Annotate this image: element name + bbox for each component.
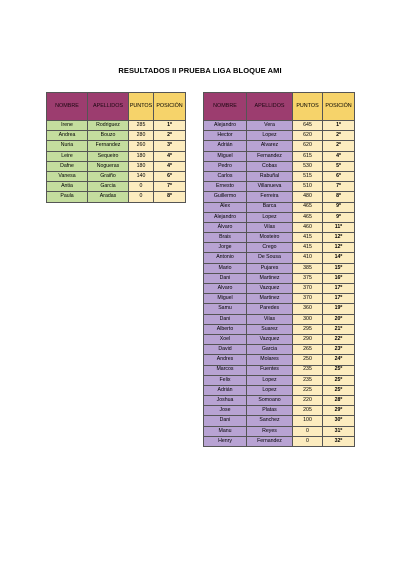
cell-puntos: 180 [129, 161, 154, 171]
header-apellidos: APELLIDOS [247, 93, 293, 121]
table-row [47, 171, 186, 181]
cell-nombre: Dani [204, 273, 247, 283]
cell-puntos: 515 [293, 171, 323, 181]
cell-puntos: 370 [293, 294, 323, 304]
table-row [204, 253, 355, 263]
header-row [47, 93, 186, 121]
table-row [47, 192, 186, 202]
cell-posicion: 1º [323, 121, 355, 131]
cell-puntos: 140 [129, 171, 154, 181]
cell-posicion: 7º [323, 182, 355, 192]
cell-puntos: 375 [293, 273, 323, 283]
cell-puntos: 295 [293, 324, 323, 334]
cell-apellidos: Somoano [247, 396, 293, 406]
boys-results-table [203, 92, 355, 447]
cell-posicion: 2º [154, 131, 186, 141]
cell-nombre: Manu [204, 426, 247, 436]
table-row [204, 222, 355, 232]
cell-nombre: Dani [204, 314, 247, 324]
cell-apellidos: Vazquez [247, 284, 293, 294]
cell-nombre: Antia [47, 182, 88, 192]
cell-puntos: 360 [293, 304, 323, 314]
cell-puntos: 465 [293, 202, 323, 212]
cell-posicion: 8º [323, 192, 355, 202]
table-row [204, 192, 355, 202]
cell-puntos: 415 [293, 243, 323, 253]
cell-nombre: Adrián [204, 385, 247, 395]
cell-nombre: Marcos [204, 365, 247, 375]
cell-posicion: 3º [154, 141, 186, 151]
cell-posicion: 25º [323, 375, 355, 385]
table-row [47, 151, 186, 161]
cell-nombre: Ernesto [204, 182, 247, 192]
cell-posicion: 9º [323, 212, 355, 222]
cell-apellidos: Ferreira [247, 192, 293, 202]
table-row [204, 243, 355, 253]
cell-puntos: 0 [293, 436, 323, 446]
cell-nombre: Xoel [204, 334, 247, 344]
cell-posicion: 17º [323, 284, 355, 294]
table-row [204, 202, 355, 212]
table-row [204, 161, 355, 171]
table-row [204, 171, 355, 181]
cell-nombre: Antonio [204, 253, 247, 263]
header-nombre: NOMBRE [47, 93, 88, 121]
cell-puntos: 620 [293, 131, 323, 141]
cell-posicion: 31º [323, 426, 355, 436]
table-row [204, 141, 355, 151]
cell-posicion: 16º [323, 273, 355, 283]
cell-posicion: 9º [323, 202, 355, 212]
cell-nombre: Andrea [47, 131, 88, 141]
cell-nombre: Miguel [204, 294, 247, 304]
cell-posicion: 12º [323, 243, 355, 253]
header-posicion: POSICIÓN [323, 93, 355, 121]
cell-puntos: 370 [293, 284, 323, 294]
cell-apellidos: Vazquez [247, 334, 293, 344]
table-row [204, 324, 355, 334]
cell-posicion: 2º [323, 141, 355, 151]
cell-posicion: 6º [154, 171, 186, 181]
table-row [204, 416, 355, 426]
cell-posicion: 21º [323, 324, 355, 334]
cell-apellidos: Sanchez [247, 416, 293, 426]
cell-apellidos: Garcia [247, 345, 293, 355]
table-row [204, 355, 355, 365]
cell-nombre: Álvaro [204, 222, 247, 232]
header-puntos: PUNTOS [129, 93, 154, 121]
cell-puntos: 0 [293, 426, 323, 436]
cell-apellidos: Lopez [247, 385, 293, 395]
table-row [47, 131, 186, 141]
table-row [47, 121, 186, 131]
cell-posicion: 29º [323, 406, 355, 416]
cell-nombre: Pedro [204, 161, 247, 171]
cell-puntos: 205 [293, 406, 323, 416]
cell-posicion: 2º [323, 131, 355, 141]
cell-puntos: 415 [293, 233, 323, 243]
table-row [204, 233, 355, 243]
cell-apellidos: Platas [247, 406, 293, 416]
cell-apellidos: Crego [247, 243, 293, 253]
cell-puntos: 225 [293, 385, 323, 395]
cell-apellidos: Vilas [247, 222, 293, 232]
cell-nombre: David [204, 345, 247, 355]
header-nombre: NOMBRE [204, 93, 247, 121]
cell-nombre: Andres [204, 355, 247, 365]
cell-puntos: 645 [293, 121, 323, 131]
cell-puntos: 510 [293, 182, 323, 192]
table-row [47, 141, 186, 151]
cell-puntos: 235 [293, 375, 323, 385]
cell-puntos: 285 [129, 121, 154, 131]
table-row [204, 314, 355, 324]
cell-posicion: 22º [323, 334, 355, 344]
cell-apellidos: De Sousa [247, 253, 293, 263]
cell-apellidos: Garcia [88, 182, 129, 192]
cell-puntos: 530 [293, 161, 323, 171]
table-row [204, 121, 355, 131]
cell-nombre: Alex [204, 202, 247, 212]
cell-apellidos: Lopez [247, 212, 293, 222]
cell-puntos: 300 [293, 314, 323, 324]
cell-nombre: Hector [204, 131, 247, 141]
cell-posicion: 5º [323, 161, 355, 171]
cell-puntos: 480 [293, 192, 323, 202]
cell-apellidos: Martinez [247, 273, 293, 283]
cell-apellidos: Paredes [247, 304, 293, 314]
cell-nombre: Alejandro [204, 121, 247, 131]
cell-nombre: Paula [47, 192, 88, 202]
cell-nombre: Alberto [204, 324, 247, 334]
cell-puntos: 280 [129, 131, 154, 141]
cell-apellidos: Barca [247, 202, 293, 212]
cell-apellidos: Fernandez [247, 151, 293, 161]
cell-posicion: 25º [323, 385, 355, 395]
header-puntos: PUNTOS [293, 93, 323, 121]
table-row [204, 151, 355, 161]
cell-posicion: 7º [154, 182, 186, 192]
cell-nombre: Miguel [204, 151, 247, 161]
cell-apellidos: Vilas [247, 314, 293, 324]
cell-puntos: 465 [293, 212, 323, 222]
table-row [204, 385, 355, 395]
cell-puntos: 410 [293, 253, 323, 263]
header-posicion: POSICIÓN [154, 93, 186, 121]
cell-apellidos: Lopez [247, 131, 293, 141]
cell-posicion: 6º [323, 171, 355, 181]
cell-apellidos: Graiño [88, 171, 129, 181]
table-row [204, 182, 355, 192]
cell-nombre: Nuria [47, 141, 88, 151]
cell-apellidos: Lopez [247, 375, 293, 385]
cell-puntos: 460 [293, 222, 323, 232]
cell-posicion: 30º [323, 416, 355, 426]
cell-nombre: Jose [204, 406, 247, 416]
table-row [204, 284, 355, 294]
table-row [204, 334, 355, 344]
cell-nombre: Henry [204, 436, 247, 446]
cell-puntos: 220 [293, 396, 323, 406]
girls-results-table [46, 92, 186, 203]
cell-nombre: Dani [204, 416, 247, 426]
table-row [204, 273, 355, 283]
right-table-body [204, 121, 355, 447]
table-row [204, 436, 355, 446]
cell-apellidos: Suarez [247, 324, 293, 334]
cell-posicion: 8º [154, 192, 186, 202]
table-row [204, 396, 355, 406]
cell-apellidos: Fuentes [247, 365, 293, 375]
cell-apellidos: Alvarez [247, 141, 293, 151]
cell-nombre: Adrián [204, 141, 247, 151]
cell-posicion: 4º [154, 151, 186, 161]
cell-apellidos: Sequeiro [88, 151, 129, 161]
left-table-body [47, 121, 186, 203]
cell-posicion: 11º [323, 222, 355, 232]
cell-posicion: 14º [323, 253, 355, 263]
cell-apellidos: Vera [247, 121, 293, 131]
cell-nombre: Alejandro [204, 212, 247, 222]
cell-puntos: 0 [129, 192, 154, 202]
table-row [204, 212, 355, 222]
table-row [204, 365, 355, 375]
table-row [204, 375, 355, 385]
cell-posicion: 17º [323, 294, 355, 304]
cell-apellidos: Bouzo [88, 131, 129, 141]
cell-posicion: 25º [323, 365, 355, 375]
table-row [204, 263, 355, 273]
cell-puntos: 385 [293, 263, 323, 273]
cell-nombre: Irene [47, 121, 88, 131]
cell-posicion: 15º [323, 263, 355, 273]
cell-nombre: Samu [204, 304, 247, 314]
cell-nombre: Guillermo [204, 192, 247, 202]
cell-apellidos: Molares [247, 355, 293, 365]
cell-nombre: Carlos [204, 171, 247, 181]
cell-posicion: 4º [323, 151, 355, 161]
cell-posicion: 28º [323, 396, 355, 406]
table-row [47, 182, 186, 192]
cell-puntos: 100 [293, 416, 323, 426]
cell-posicion: 12º [323, 233, 355, 243]
cell-nombre: Joshua [204, 396, 247, 406]
cell-apellidos: Mosteiro [247, 233, 293, 243]
cell-nombre: Leire [47, 151, 88, 161]
cell-puntos: 615 [293, 151, 323, 161]
table-row [204, 304, 355, 314]
cell-posicion: 20º [323, 314, 355, 324]
cell-nombre: Jorge [204, 243, 247, 253]
cell-apellidos: Rodriguez [88, 121, 129, 131]
table-row [204, 294, 355, 304]
cell-posicion: 4º [154, 161, 186, 171]
header-apellidos: APELLIDOS [88, 93, 129, 121]
cell-nombre: Dafne [47, 161, 88, 171]
cell-posicion: 23º [323, 345, 355, 355]
table-row [204, 426, 355, 436]
cell-apellidos: Aradas [88, 192, 129, 202]
cell-apellidos: Villanueva [247, 182, 293, 192]
cell-apellidos: Pujares [247, 263, 293, 273]
table-row [204, 345, 355, 355]
cell-posicion: 1º [154, 121, 186, 131]
cell-puntos: 180 [129, 151, 154, 161]
cell-apellidos: Nogueras [88, 161, 129, 171]
cell-posicion: 19º [323, 304, 355, 314]
cell-apellidos: Cobas [247, 161, 293, 171]
page-title: RESULTADOS II PRUEBA LIGA BLOQUE AMI [118, 66, 282, 75]
cell-nombre: Vanesa [47, 171, 88, 181]
cell-nombre: Felix [204, 375, 247, 385]
cell-puntos: 620 [293, 141, 323, 151]
cell-apellidos: Martinez [247, 294, 293, 304]
table-row [47, 161, 186, 171]
cell-apellidos: Rabuñal [247, 171, 293, 181]
cell-nombre: Alvaro [204, 284, 247, 294]
cell-posicion: 32º [323, 436, 355, 446]
cell-posicion: 24º [323, 355, 355, 365]
table-row [204, 406, 355, 416]
cell-puntos: 235 [293, 365, 323, 375]
cell-puntos: 260 [129, 141, 154, 151]
cell-apellidos: Reyes [247, 426, 293, 436]
table-row [204, 131, 355, 141]
cell-puntos: 250 [293, 355, 323, 365]
cell-puntos: 265 [293, 345, 323, 355]
cell-puntos: 290 [293, 334, 323, 344]
header-row [204, 93, 355, 121]
cell-puntos: 0 [129, 182, 154, 192]
cell-nombre: Mario [204, 263, 247, 273]
cell-apellidos: Fernandez [247, 436, 293, 446]
cell-nombre: Brais [204, 233, 247, 243]
cell-apellidos: Fernandez [88, 141, 129, 151]
